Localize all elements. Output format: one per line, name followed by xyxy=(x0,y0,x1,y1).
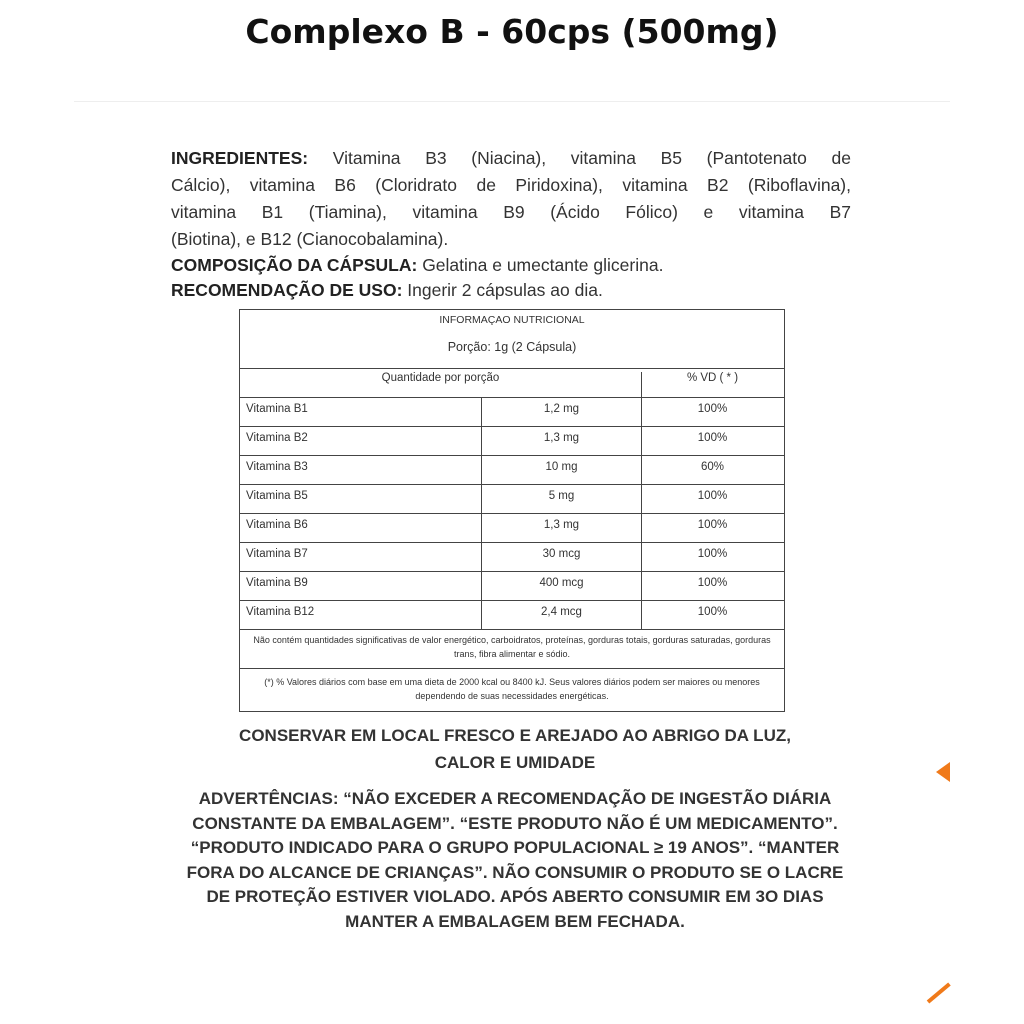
col-quantity-header: Quantidade por porção xyxy=(240,372,642,397)
nutrient-name: Vitamina B6 xyxy=(240,514,482,542)
capsule-text: Gelatina e umectante glicerina. xyxy=(422,255,664,275)
warning-line: CONSTANTE DA EMBALAGEM”. “ESTE PRODUTO NÃO É UM MEDICAMENTO”. xyxy=(192,813,838,833)
col-vd-header: % VD ( * ) xyxy=(686,372,739,384)
nutrient-vd: 100% xyxy=(697,403,728,415)
nutrient-amount: 2,4 mcg xyxy=(482,601,642,629)
nutrient-vd: 100% xyxy=(697,548,728,560)
ingredients-line: Cálcio), vitamina B6 (Cloridrato de Piridoxina), vitamina B2 (Riboflavina), xyxy=(171,175,851,195)
usage-text: Ingerir 2 cápsulas ao dia. xyxy=(407,280,603,300)
divider xyxy=(74,101,950,102)
nutrient-name: Vitamina B3 xyxy=(240,456,482,484)
corner-arrow-icon[interactable] xyxy=(927,982,951,1003)
table-row xyxy=(240,572,784,601)
nutrient-amount: 10 mg xyxy=(482,456,642,484)
warning-line: MANTER A EMBALAGEM BEM FECHADA. xyxy=(345,911,685,931)
table-row xyxy=(240,427,784,456)
ingredients-label: INGREDIENTES: xyxy=(171,148,309,168)
warning-line: ADVERTÊNCIAS: “NÃO EXCEDER A RECOMENDAÇÃO DE INGESTÃO DIÁRIA xyxy=(198,789,832,808)
ingredients-line: vitamina B1 (Tiamina), vitamina B9 (Ácido Fólico) e vitamina B7 xyxy=(171,202,851,222)
table-row xyxy=(240,543,784,572)
nutrient-vd: 100% xyxy=(697,606,728,618)
table-row xyxy=(240,456,784,485)
nutrient-amount: 400 mcg xyxy=(482,572,642,600)
table-row xyxy=(240,514,784,543)
warnings xyxy=(140,787,890,934)
nutrition-footnote: (*) % Valores diários com base em uma dieta de 2000 kcal ou 8400 kJ. Seus valores diários podem ser maiores ou menores dependendo de suas necessidades energéticas. xyxy=(264,677,760,701)
storage-line: CONSERVAR EM LOCAL FRESCO E AREJADO AO ABRIGO DA LUZ, xyxy=(239,726,791,745)
nutrition-column-header xyxy=(240,369,784,398)
table-row xyxy=(240,485,784,514)
ingredients-line xyxy=(171,145,851,172)
table-row xyxy=(240,398,784,427)
nutrient-vd: 100% xyxy=(697,432,728,444)
nutrient-vd: 100% xyxy=(697,577,728,589)
nutrient-amount: 1,3 mg xyxy=(482,514,642,542)
warning-line: “PRODUTO INDICADO PARA O GRUPO POPULACIONAL ≥ 19 ANOS”. “MANTER xyxy=(190,838,840,857)
ingredients-text: Vitamina B3 (Niacina), vitamina B5 (Pantotenato de xyxy=(332,148,851,168)
table-row xyxy=(240,601,784,630)
ingredients-line: (Biotina), e B12 (Cianocobalamina). xyxy=(171,229,449,249)
storage-line: CALOR E UMIDADE xyxy=(434,753,596,772)
nutrient-name: Vitamina B1 xyxy=(240,398,482,426)
nutrient-vd: 100% xyxy=(697,490,728,502)
warning-line: FORA DO ALCANCE DE CRIANÇAS”. NÃO CONSUMIR O PRODUTO SE O LACRE xyxy=(186,862,844,882)
usage-label: RECOMENDAÇÃO DE USO: xyxy=(171,280,403,300)
page-title: Complexo B - 60cps (500mg) xyxy=(245,12,779,51)
nutrient-name: Vitamina B9 xyxy=(240,572,482,600)
nutrient-name: Vitamina B12 xyxy=(240,601,482,629)
capsule-label: COMPOSIÇÃO DA CÁPSULA: xyxy=(171,255,418,275)
storage-instructions xyxy=(150,722,880,776)
nutrition-note: Não contém quantidades significativas de valor energético, carboidratos, proteínas, gorduras totais, gorduras saturadas, gorduras trans, fibra alimentar e sódio. xyxy=(240,630,784,669)
nutrition-header xyxy=(240,310,784,369)
nutrient-vd: 60% xyxy=(700,461,725,473)
nutrient-name: Vitamina B2 xyxy=(240,427,482,455)
nutrient-amount: 1,3 mg xyxy=(482,427,642,455)
capsule-composition xyxy=(171,253,851,278)
nutrition-title: INFORMAÇAO NUTRICIONAL xyxy=(439,314,585,326)
product-label xyxy=(171,145,851,303)
nutrient-name: Vitamina B7 xyxy=(240,543,482,571)
nutrient-amount: 1,2 mg xyxy=(482,398,642,426)
nutrient-name: Vitamina B5 xyxy=(240,485,482,513)
nutrition-portion: Porção: 1g (2 Cápsula) xyxy=(447,340,577,354)
nutrition-table xyxy=(239,309,785,712)
usage-recommendation xyxy=(171,278,851,303)
nutrient-amount: 5 mg xyxy=(482,485,642,513)
nutrient-amount: 30 mcg xyxy=(482,543,642,571)
nutrient-vd: 100% xyxy=(697,519,728,531)
chevron-left-icon[interactable] xyxy=(936,762,950,782)
warning-line: DE PROTEÇÃO ESTIVER VIOLADO. APÓS ABERTO CONSUMIR EM 3O DIAS xyxy=(206,887,824,906)
